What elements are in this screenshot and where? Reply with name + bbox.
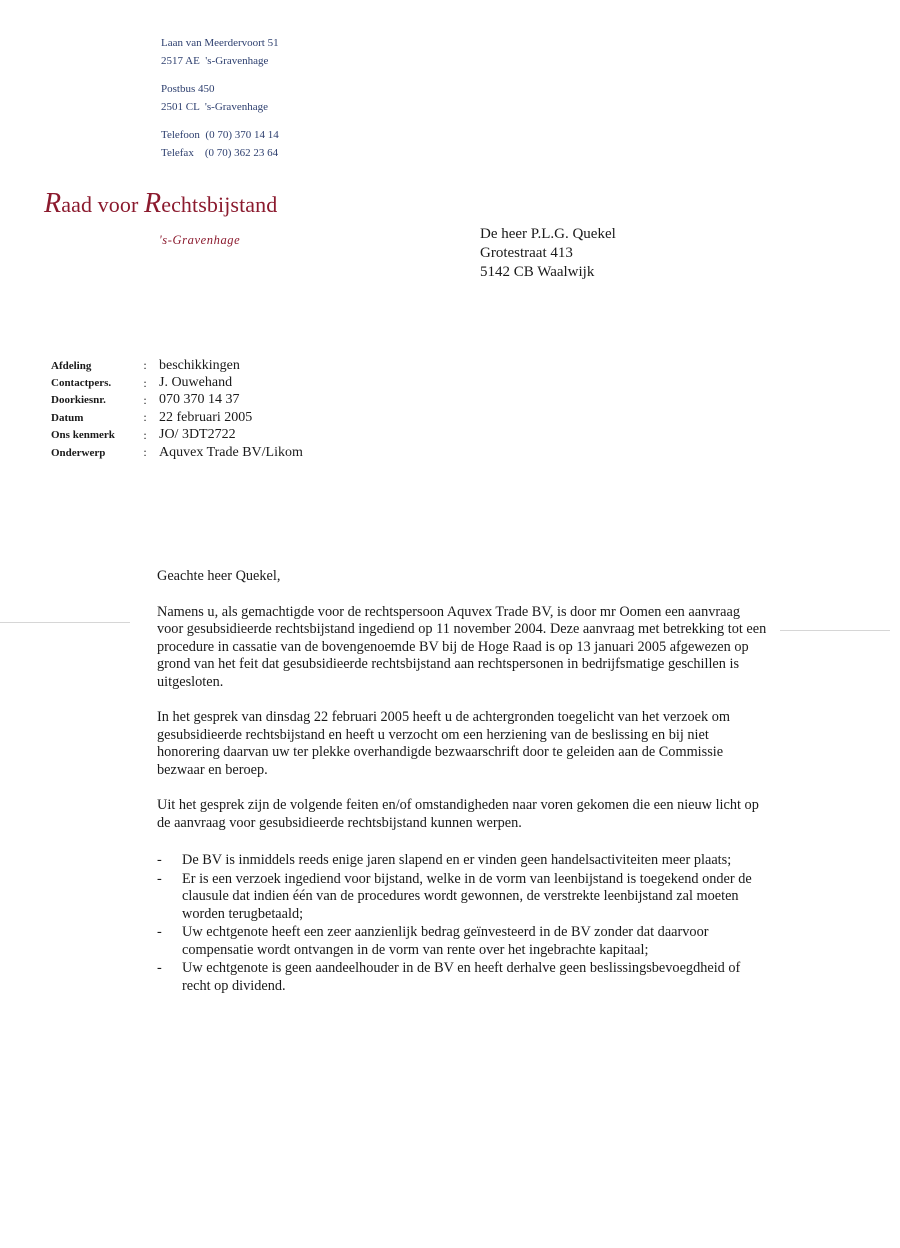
meta-label: Contactpers.: [51, 377, 112, 390]
meta-value: J. Ouwehand: [159, 375, 233, 391]
sender-street: Laan van Meerdervoort 51: [161, 37, 279, 49]
reference-table: [51, 357, 303, 461]
meta-label: Doorkiesnr.: [51, 394, 106, 407]
sender-telefoon: Telefoon (0 70) 370 14 14: [161, 129, 279, 141]
logo-text-part1: aad voor: [61, 192, 144, 217]
organization-logo: [44, 188, 277, 220]
sender-pobox-postcode-city: 2501 CL 's-Gravenhage: [161, 101, 268, 113]
list-item-text: Uw echtgenote is geen aandeelhouder in de BV en heeft derhalve geen beslissingsbevoegdheid of recht op dividend.: [182, 960, 741, 994]
meta-value: 070 370 14 37: [159, 392, 240, 408]
meta-row: [51, 357, 303, 374]
recipient-street: Grotestraat 413: [480, 245, 573, 261]
bullet-marker: -: [157, 870, 162, 887]
list-item: [157, 924, 767, 959]
meta-label: Ons kenmerk: [51, 429, 115, 442]
meta-label: Afdeling: [51, 359, 92, 372]
body-paragraph: Namens u, als gemachtigde voor de rechtspersoon Aquvex Trade BV, is door mr Oomen een aanvraag voor gesubsidieerde rechtsbijstand ingediend op 11 november 2004. Deze aanvraag met betrekking tot een procedure in cassatie van de bovengenoemde BV bij de Hoge Raad is op 13 januari 2005 afgewezen op grond van het feit dat gesubsidieerde rechtsbijstand aan rechtspersonen in bedrijfsmatige geschillen is uitgesloten.: [157, 603, 767, 690]
bullet-marker: -: [157, 852, 162, 868]
recipient-address-block: [480, 225, 616, 282]
meta-value: JO/ 3DT2722: [159, 427, 236, 443]
contact-numbers: [161, 126, 279, 162]
bullet-marker: -: [157, 924, 162, 940]
recipient-name: De heer P.L.G. Quekel: [480, 226, 616, 242]
meta-value: Aquvex Trade BV/Likom: [159, 444, 303, 460]
meta-label: Datum: [51, 411, 84, 424]
meta-value: 22 februari 2005: [159, 409, 253, 425]
letter-body: [157, 568, 767, 996]
meta-row: [51, 409, 303, 426]
logo-initial-r: R: [143, 188, 162, 219]
recipient-postcode-city: 5142 CB Waalwijk: [480, 264, 595, 280]
logo-text-part2: echtsbijstand: [161, 192, 278, 217]
meta-separator: :: [143, 445, 147, 460]
visiting-address: [161, 34, 279, 70]
list-item-text: Uw echtgenote heeft een zeer aanzienlijk bedrag geïnvesteerd in de BV zonder dat daarvoor compensatie wordt ontvangen in de vorm van rente over het ingebrachte kapitaal;: [182, 924, 709, 958]
list-item: [157, 871, 767, 924]
list-item: [157, 852, 767, 870]
scan-artifact-line: [780, 630, 890, 631]
meta-separator: :: [143, 392, 147, 407]
meta-separator: :: [143, 427, 147, 442]
meta-row: [51, 392, 303, 409]
logo-city: 's-Gravenhage: [159, 233, 241, 247]
bullet-marker: -: [157, 960, 162, 976]
meta-separator: :: [143, 410, 147, 425]
scan-artifact-line: [0, 622, 130, 623]
sender-pobox: Postbus 450: [161, 83, 215, 95]
sender-address-block: [161, 34, 279, 172]
meta-separator: :: [143, 358, 147, 373]
logo-initial-r: R: [44, 188, 62, 219]
meta-row: [51, 444, 303, 461]
facts-list: [157, 852, 767, 995]
body-paragraph: Uit het gesprek zijn de volgende feiten en/of omstandigheden naar voren gekomen die een nieuw licht op de aanvraag voor gesubsidieerde rechtsbijstand kunnen werpen.: [157, 797, 759, 831]
sender-telefax: Telefax (0 70) 362 23 64: [161, 147, 279, 159]
meta-separator: :: [143, 375, 147, 390]
list-item: [157, 960, 767, 995]
meta-row: [51, 427, 303, 444]
sender-postcode-city: 2517 AE 's-Gravenhage: [161, 55, 269, 67]
salutation: Geachte heer Quekel,: [157, 568, 281, 584]
postal-address: [161, 80, 279, 116]
meta-value: beschikkingen: [159, 357, 240, 373]
meta-label: Onderwerp: [51, 446, 106, 459]
list-item-text: De BV is inmiddels reeds enige jaren slapend en er vinden geen handelsactiviteiten meer plaats;: [182, 852, 732, 868]
meta-row: [51, 374, 303, 391]
body-paragraph: In het gesprek van dinsdag 22 februari 2005 heeft u de achtergronden toegelicht van het verzoek om gesubsidieerde rechtsbijstand en heeft u verzocht om een herziening van de beslissing en bij niet honorering daarvan uw ter plekke overhandigde bezwaarschrift door te geleiden aan de Commissie bezwaar en beroep.: [157, 709, 730, 778]
list-item-text: Er is een verzoek ingediend voor bijstand, welke in de vorm van leenbijstand is toegekend onder de clausule dat indien één van de procedures wordt gewonnen, de verstrekte leenbijstand zal moeten worden terugbetaald;: [182, 870, 752, 922]
